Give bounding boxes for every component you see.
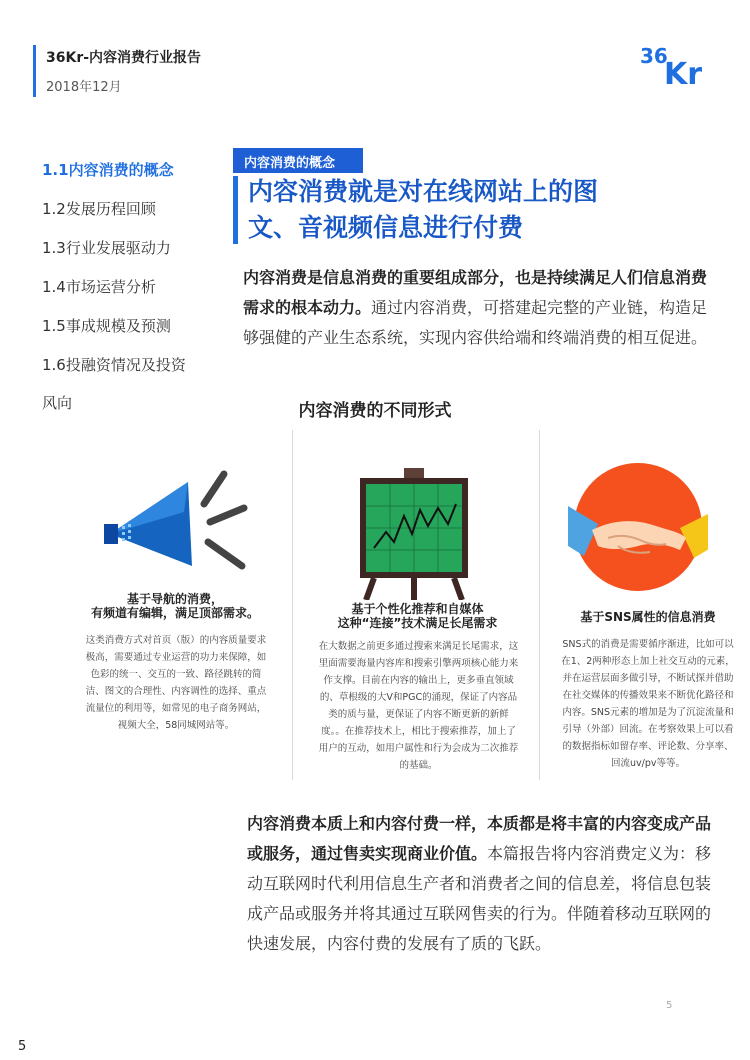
conclusion-paragraph — [247, 809, 712, 959]
card-3-line: 在社交媒体的传播效果来不断优化路径和 — [562, 690, 734, 701]
card-1-title-line-1: 基于导航的消费， — [126, 592, 223, 606]
section-headline — [248, 174, 708, 246]
intro-paragraph — [243, 263, 713, 353]
card-2-line: 度。。在推荐技术上，相比于搜索推荐，加上了 — [321, 726, 516, 737]
column-divider-1 — [292, 430, 293, 780]
header-accent-bar — [33, 45, 36, 97]
svg-text:36: 36 — [640, 44, 668, 68]
card-3-text — [548, 636, 748, 772]
megaphone-icon — [100, 462, 250, 582]
card-3-line: 在1、2两种形态上加上社交互动的元素， — [561, 656, 735, 667]
nav-item-investment-cont[interactable]: 风向 — [42, 394, 73, 412]
nav-item-history[interactable]: 1.2发展历程回顾 — [42, 200, 156, 218]
chapter-nav — [42, 160, 212, 432]
headline-line-1: 内容消费就是对在线网站上的图 — [248, 177, 599, 206]
column-divider-2 — [539, 430, 540, 780]
card-3-line: 回流uv/pv等等。 — [611, 758, 685, 769]
card-3-line: SNS式的消费是需要循序渐进，比如可以 — [562, 639, 734, 650]
card-3-line: 的数据指标如留存率、评论数、分享率、 — [562, 741, 734, 752]
intro-text: 通过内容消费，可搭建起完整的产业链，构造足够强健的产业生态系统，实现内容供给端和终端消费的相互促进。 — [243, 298, 708, 347]
brand-logo — [640, 38, 724, 86]
card-3-line: 内容。SNS元素的增加是为了沉淀流量和 — [562, 707, 734, 718]
nav-item-market[interactable]: 1.4市场运营分析 — [42, 278, 156, 296]
chart-board-icon — [358, 468, 470, 600]
forms-title: 内容消费的不同形式 — [298, 401, 452, 421]
section-tag: 内容消费的概念 — [233, 148, 363, 173]
nav-item-investment[interactable]: 1.6投融资情况及投资 — [42, 356, 186, 374]
card-1-line: 极高，需要通过专业运营的功力来保障，如 — [85, 652, 267, 663]
card-1-line: 色彩的统一、交互的一致、路径跳转的简 — [90, 669, 262, 680]
svg-text:Kr: Kr — [664, 57, 703, 86]
report-title: 36Kr-内容消费行业报告 — [46, 50, 202, 66]
card-3-line: 并在运营层面多做引导，不断试探并借助 — [562, 673, 734, 684]
card-2-line: 作支撑。目前在内容的输出上，更多垂直领域 — [323, 675, 514, 686]
card-2-title-line-1: 基于个性化推荐和自媒体 — [351, 602, 484, 616]
card-1-line: 视频大全，58同城网站等。 — [117, 720, 235, 731]
card-2-line: 用户的互动，如用户属性和行为会成为二次推荐 — [318, 743, 519, 754]
nav-item-drivers[interactable]: 1.3行业发展驱动力 — [42, 239, 171, 257]
card-2-title — [300, 602, 535, 630]
page-number: 5 — [18, 1039, 27, 1054]
report-date: 2018年12月 — [46, 80, 122, 95]
card-1-line: 洁、图文的合理性、内容调性的选择、重点 — [85, 686, 267, 697]
card-2-line: 里面需要海量内容库和搜索引擎两项核心能力来 — [318, 658, 519, 669]
nav-item-scale[interactable]: 1.5事成规模及预测 — [42, 317, 171, 335]
card-1-line: 流量位的利用等，如常见的电子商务网站， — [85, 703, 267, 714]
card-1-title-line-2: 有频道有编辑，满足顶部需求。 — [90, 606, 259, 620]
headline-line-2: 文、音视频信息进行付费 — [248, 213, 524, 242]
card-1-text — [62, 632, 290, 734]
card-2-text — [300, 638, 537, 774]
card-1-line: 这类消费方式对首页（版）的内容质量要求 — [85, 635, 267, 646]
page-number-inner: 5 — [666, 1000, 673, 1011]
card-2-line: 类的质与量，更保证了内容不断更新的新鲜 — [328, 709, 509, 720]
card-3-title-line-1: 基于SNS属性的信息消费 — [580, 610, 716, 624]
card-2-line: 的基础。 — [399, 760, 438, 771]
intro-bold: 内容消费是信息消费的重要组成部分，也是持续满足人们信息消费需求的根本动力。 — [243, 268, 708, 317]
headline-accent-bar — [233, 176, 238, 244]
handshake-icon — [568, 462, 708, 592]
card-3-title — [548, 610, 748, 624]
conclusion-bold: 内容消费本质上和内容付费一样，本质都是将丰富的内容变成产品或服务，通过售卖实现商业价值。 — [247, 814, 712, 863]
conclusion-text: 本篇报告将内容消费定义为：移动互联网时代利用信息生产者和消费者之间的信息差，将信息包装成产品或服务并将其通过互联网售卖的行为。伴随着移动互联网的快速发展，内容付费的发展有了质的飞跃。 — [247, 844, 712, 953]
card-3-line: 引导（外部）回流。在考察效果上可以看 — [562, 724, 734, 735]
nav-item-concept[interactable]: 1.1内容消费的概念 — [42, 161, 174, 179]
card-1-title — [60, 592, 290, 620]
card-2-line: 在大数据之前更多通过搜索来满足长尾需求，这 — [318, 641, 519, 652]
card-2-line: 的、草根级的大V和PGC的涌现，保证了内容品 — [319, 692, 518, 703]
card-2-title-line-2: 这种“连接”技术满足长尾需求 — [337, 616, 498, 630]
